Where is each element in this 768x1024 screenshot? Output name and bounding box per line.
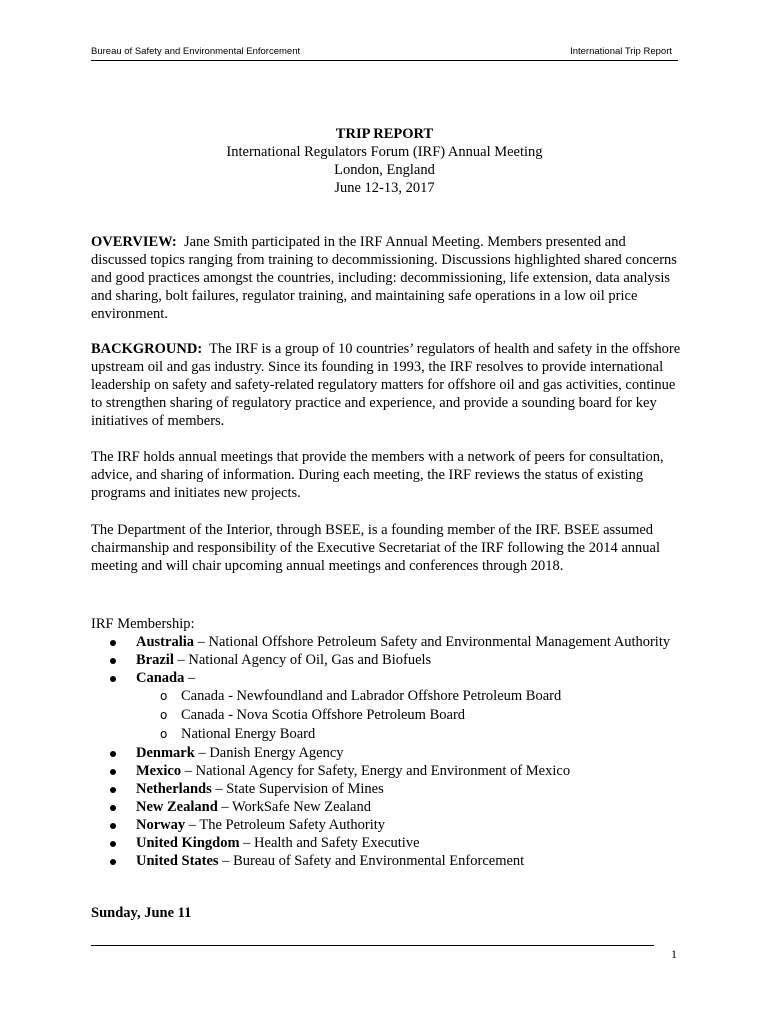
doi-paragraph: The Department of the Interior, through BSEE, is a founding member of the IRF. BSEE assumed chairmanship and responsibility of the Executive Secretariat of the IRF following the 2014 annual meeting and will chair upcoming annual meetings and conferences through 2018. (91, 522, 660, 574)
bullet-icon (110, 769, 116, 775)
section-heading-sunday: Sunday, June 11 (91, 905, 192, 921)
sub-list-item (110, 706, 690, 725)
bullet-icon (110, 658, 116, 664)
list-item (110, 852, 690, 870)
sub-agency: National Energy Board (181, 726, 316, 742)
member-agency: – The Petroleum Safety Authority (185, 817, 386, 833)
member-agency: – National Agency of Oil, Gas and Biofuels (173, 652, 432, 668)
member-country: Mexico (136, 763, 182, 779)
bullet-icon (110, 640, 116, 646)
membership-list (110, 633, 690, 870)
membership-label: IRF Membership: (91, 616, 195, 632)
list-item (110, 669, 690, 687)
bullet-icon (110, 787, 116, 793)
overview-paragraph (91, 233, 681, 323)
sub-list-item (110, 687, 690, 706)
member-agency: – WorkSafe New Zealand (217, 799, 371, 815)
member-agency: – Health and Safety Executive (239, 835, 420, 851)
member-country: Canada (136, 670, 185, 686)
member-agency: – State Supervision of Mines (211, 781, 384, 797)
bullet-icon (110, 841, 116, 847)
annual-meetings-paragraph: The IRF holds annual meetings that provide the members with a network of peers for consultation, advice, and sharing of information. During each meeting, the IRF reviews the status of existing programs and initiates new projects. (91, 449, 664, 501)
meeting-name: International Regulators Forum (IRF) Annual Meeting (226, 144, 543, 160)
member-country: Brazil (136, 652, 174, 668)
list-item (110, 816, 690, 834)
bullet-icon (110, 751, 116, 757)
sub-agency: Canada - Nova Scotia Offshore Petroleum Board (181, 707, 466, 723)
list-item (110, 633, 690, 651)
sub-agency: Canada - Newfoundland and Labrador Offshore Petroleum Board (181, 688, 562, 704)
list-item (110, 780, 690, 798)
member-agency: – Danish Energy Agency (194, 745, 344, 761)
circle-bullet-icon: o (160, 727, 168, 741)
page-number: 1 (671, 947, 677, 961)
member-country: Netherlands (136, 781, 212, 797)
page-header (91, 46, 678, 61)
list-item (110, 834, 690, 852)
list-item (110, 762, 690, 780)
member-country: United States (136, 853, 219, 869)
meeting-dates: June 12-13, 2017 (334, 180, 435, 196)
bullet-icon (110, 859, 116, 865)
meeting-location: London, England (334, 162, 435, 178)
list-item (110, 651, 690, 669)
member-country: Australia (136, 634, 194, 650)
list-item (110, 798, 690, 816)
circle-bullet-icon: o (160, 708, 168, 722)
header-doc-title: International Trip Report (570, 46, 672, 57)
member-country: New Zealand (136, 799, 218, 815)
circle-bullet-icon: o (160, 689, 168, 703)
member-country: United Kingdom (136, 835, 240, 851)
title-block (91, 125, 678, 197)
background-paragraph (91, 340, 681, 430)
bullet-icon (110, 805, 116, 811)
list-item (110, 744, 690, 762)
overview-label: OVERVIEW: (91, 234, 177, 250)
overview-text: Jane Smith participated in the IRF Annual Meeting. Members presented and discussed topics ranging from training to decommissioning. Discussions highlighted shared concerns and good practices amongst the countries, including: decommissioning, life extension, data analysis and sharing, bolt failures, regulator training, and maintaining safe operations in a low oil price environment. (91, 234, 677, 322)
member-country: Norway (136, 817, 186, 833)
sub-list-item (110, 725, 690, 744)
footer-divider (91, 945, 654, 946)
bullet-icon (110, 823, 116, 829)
bullet-icon (110, 676, 116, 682)
member-agency: – (184, 670, 196, 686)
background-label: BACKGROUND: (91, 341, 203, 357)
member-agency: – Bureau of Safety and Environmental Enforcement (218, 853, 525, 869)
report-title: TRIP REPORT (335, 126, 434, 142)
background-text: The IRF is a group of 10 countries’ regulators of health and safety in the offshore upstream oil and gas industry. Since its founding in 1993, the IRF resolves to provide international leadership on safety and safety-related regulatory matters for offshore oil and gas activities, continue to strengthen sharing of regulatory practice and experience, and provide a sounding board for key initiatives of members. (91, 341, 681, 429)
member-agency: – National Agency for Safety, Energy and Environment of Mexico (181, 763, 571, 779)
header-agency: Bureau of Safety and Environmental Enforcement (91, 46, 301, 57)
member-agency: – National Offshore Petroleum Safety and Environmental Management Authority (194, 634, 671, 650)
member-country: Denmark (136, 745, 195, 761)
